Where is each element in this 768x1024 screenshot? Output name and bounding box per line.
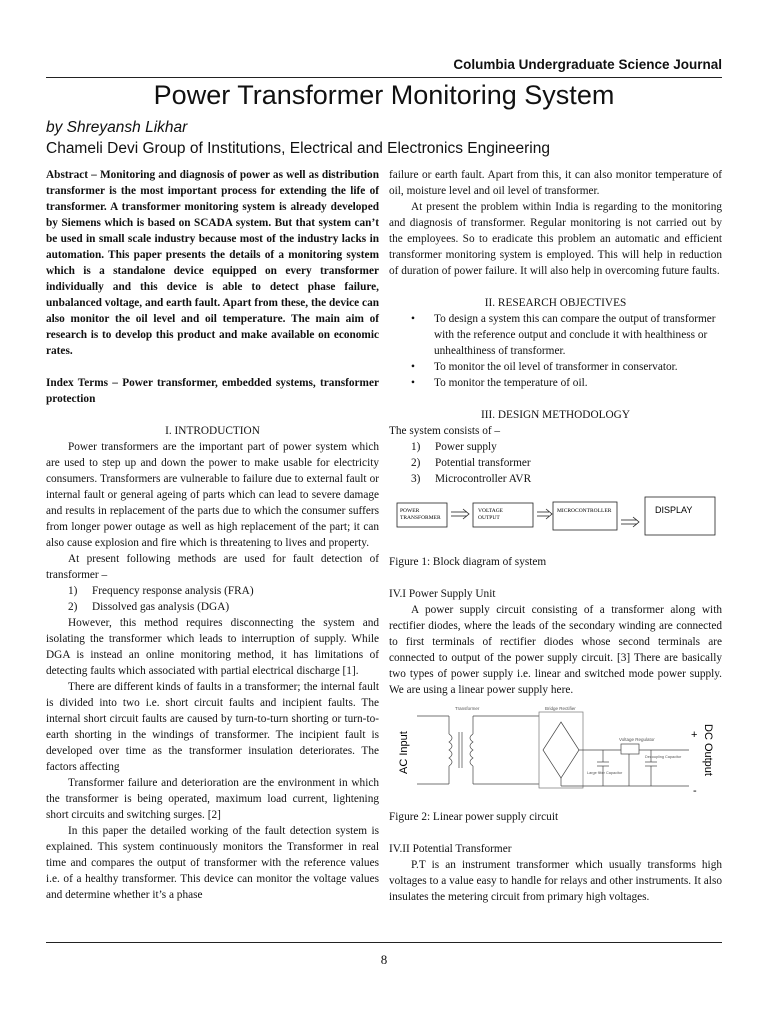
block-diagram bbox=[389, 493, 722, 541]
secondary-coil bbox=[470, 734, 473, 766]
list-item: • To design a system this can compare the output of transformer with the reference output and conclude it with healthiness or unhealthiness of transformer. bbox=[411, 313, 716, 357]
journal-name: Columbia Undergraduate Science Journal bbox=[453, 57, 722, 72]
block-label: DISPLAY bbox=[655, 505, 693, 515]
microcontroller-block bbox=[553, 502, 617, 530]
figure-1-caption: Figure 1: Block diagram of system bbox=[389, 556, 547, 568]
transformer-label: Transformer bbox=[455, 706, 480, 711]
list-item: • To monitor the temperature of oil. bbox=[411, 377, 588, 389]
primary-coil bbox=[449, 734, 452, 766]
block-label: VOLTAGE bbox=[478, 508, 504, 514]
psu-heading: IV.I Power Supply Unit bbox=[389, 588, 496, 600]
capacitor-label: Decoupling Capacitor bbox=[645, 755, 682, 759]
left-column bbox=[46, 167, 379, 903]
author: by Shreyansh Likhar bbox=[46, 119, 188, 136]
arrow-right-icon bbox=[537, 509, 552, 519]
pt-heading: IV.II Potential Transformer bbox=[389, 843, 512, 855]
bridge-diamond bbox=[543, 722, 579, 778]
list-item: • To monitor the oil level of transformer in conservator. bbox=[411, 361, 678, 373]
block-label: MICROCONTROLLER bbox=[557, 508, 612, 514]
index-terms: Index Terms – Power transformer, embedded systems, transformer protection bbox=[46, 377, 379, 405]
header-rule bbox=[46, 77, 722, 78]
list-item: 1) Frequency response analysis (FRA) bbox=[68, 585, 254, 597]
figure-2-caption: Figure 2: Linear power supply circuit bbox=[389, 811, 559, 823]
components-list bbox=[389, 439, 722, 487]
intro-paragraph-1: Power transformers are the important part of power system which are used to step up and down the power to make usable for electricity consumers. Transformers are vulnerable to failure due to external fault or internal fault or general ageing of parts which can lead to severe damage and results in replacement of the parts due to which the consumer suffers from longer power outage as well as high replacement of the part; it can also cause explosion and fire which is threatening to lives and property. bbox=[46, 441, 379, 549]
right-column bbox=[389, 167, 722, 905]
footer-rule bbox=[46, 942, 722, 943]
circuit-figure bbox=[389, 704, 722, 801]
design-heading: III. DESIGN METHODOLOGY bbox=[480, 409, 631, 421]
block-label: POWER bbox=[400, 508, 420, 514]
block-label: TRANSFORMER bbox=[400, 515, 441, 521]
paper-title: Power Transformer Monitoring System bbox=[153, 80, 615, 110]
objectives-heading: II. RESEARCH OBJECTIVES bbox=[484, 297, 627, 309]
bridge-box bbox=[539, 712, 583, 788]
list-item: 3) Microcontroller AVR bbox=[411, 473, 532, 485]
pt-paragraph: P.T is an instrument transformer which usually transforms high voltages to a value easy to handle for relays and other instruments. It also insulates the metering circuit from primary high voltages. bbox=[389, 859, 722, 903]
intro-paragraph-3: However, this method requires disconnecting the system and isolating the transformer which leads to interruption of supply. While DGA is instead an online monitoring method, it has limitations of detecting faults which associated with partial electrical discharge [1]. bbox=[46, 617, 379, 677]
objectives-list bbox=[389, 311, 722, 391]
display-block bbox=[645, 497, 715, 535]
regulator-box bbox=[621, 744, 639, 754]
minus-label: - bbox=[693, 785, 697, 796]
plus-label: + bbox=[691, 729, 698, 741]
regulator-label: Voltage Regulator bbox=[619, 737, 655, 742]
list-item: 2) Potential transformer bbox=[411, 457, 531, 469]
ac-input-label: AC Input bbox=[398, 731, 410, 774]
problem-paragraph: At present the problem within India is regarding to the monitoring and diagnosis of transformer. Regular monitoring is not carried out by the employees. So to eradicate this problem an automatic and efficient transformer monitoring system is employed. This will help in reduction of duration of power failure. It will also help in overcoming future faults. bbox=[389, 201, 722, 277]
block-diagram-figure bbox=[389, 493, 722, 546]
power-supply-circuit bbox=[389, 704, 722, 796]
intro-paragraph-5: Transformer failure and deterioration are the environment in which the transformer is being operated, maximum load current, lightening short circuits and switching surges. [2] bbox=[46, 777, 379, 821]
continued-paragraph: failure or earth fault. Apart from this, it can also monitor temperature of oil, moisture level and oil level of transformer. bbox=[389, 169, 722, 197]
intro-paragraph-4: There are different kinds of faults in a transformer; the internal fault is divided into two i.e. short circuit faults and incipient faults. The internal short circuit faults are caused by turn-to-turn shorting or turn-to-earth shorting in the windings of transformer. The incipient fault is developed over time as the transformer insulation deteriorates. The factors affecting bbox=[46, 681, 379, 773]
bridge-label: Bridge Rectifier bbox=[545, 706, 576, 711]
affiliation: Chameli Devi Group of Institutions, Electrical and Electronics Engineering bbox=[46, 140, 550, 157]
design-intro: The system consists of – bbox=[389, 425, 501, 437]
psu-paragraph: A power supply circuit consisting of a transformer along with rectifier diodes, where the leads of the secondary winding are connected to first terminals of rectifier diodes whose second terminals are connected to output of the power supply circuit. [3] There are basically two types of power supply i.e. linear and switched mode power supply. We are using a linear power supply here. bbox=[389, 604, 722, 696]
intro-heading: I. INTRODUCTION bbox=[165, 425, 260, 437]
arrow-right-icon bbox=[621, 517, 639, 527]
list-item: 2) Dissolved gas analysis (DGA) bbox=[68, 601, 230, 613]
abstract: Abstract – Monitoring and diagnosis of power as well as distribution transformer is the most important process for extending the life of transformer. A transformer monitoring system is already developed by Siemens which is based on SCADA system. But that system can’t be used in small scale industry because most of the industry lacks in automation. This paper presents the details of a monitoring system which is a standalone device equipped on every transformer individually and this device is able to detect phase failure, unbalanced voltage, and earth fault. Apart from these, the device can also monitor the oil level and oil temperature. The main aim of research is to develop this product and make available on economic rates. bbox=[46, 169, 379, 357]
capacitor-label: Large filter Capacitor bbox=[587, 771, 623, 775]
wiring bbox=[417, 712, 689, 788]
block-label: OUTPUT bbox=[478, 515, 500, 521]
intro-paragraph-2: At present following methods are used for fault detection of transformer – bbox=[46, 553, 379, 581]
intro-paragraph-6: In this paper the detailed working of the fault detection system is explained. This system continuously monitors the Transformer in real time and compares the output of transformer with the reference values i.e. of a healthy transformer. This device can monitor the voltage values and determine whether it’s a phase bbox=[46, 825, 379, 901]
dc-output-label: DC Output bbox=[702, 724, 714, 776]
list-item: 1) Power supply bbox=[411, 441, 497, 453]
page-number: 8 bbox=[380, 952, 388, 967]
arrow-right-icon bbox=[451, 509, 469, 519]
methods-list bbox=[46, 583, 379, 615]
